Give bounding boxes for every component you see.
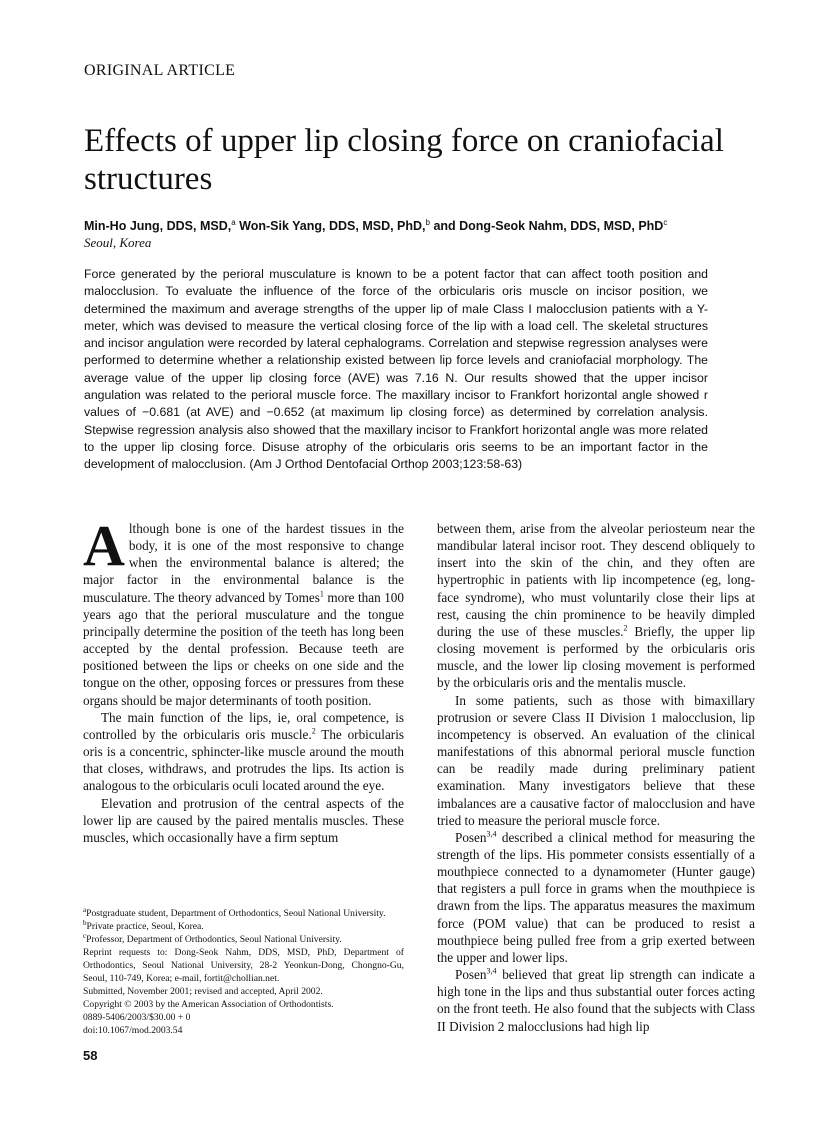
text-run: described a clinical method for measuring the strength of the lips. His pommeter consists essentially of a mouthpiece connected to a dynamometer (Hunter gauge) that registers a pull force in grams when the mouthpiece is drawn from the lips. The apparatus measures the maximum force (POM value) that can be produced to resist a mouthpiece being pulled free from a grip exerted between the upper and lower lips. [437, 829, 755, 965]
text-run: between them, arise from the alveolar periosteum near the mandibular lateral incisor root. They descend obliquely to insert into the skin of the chin, and they often are hypertrophic in patients with lip incompetence (eg, long-face syndrome), who must voluntarily close their lips at rest, causing the chin prominence to be heavily dimpled during the use of these muscles. [437, 521, 755, 639]
reference-mark: 1 [319, 589, 324, 599]
text-run: Posen [455, 829, 487, 845]
footnote [83, 920, 404, 933]
author-location: Seoul, Korea [84, 235, 152, 250]
footnote-text: Professor, Department of Orthodontics, Seoul National University. [86, 934, 342, 945]
text-run: believed that great lip strength can indicate a high tone in the lips and thus substantial outer forces acting on the front teeth. He also found that the subjects with Class II Division 2 malocclusions had high lip [437, 967, 755, 1034]
section-label: ORIGINAL ARTICLE [84, 62, 236, 79]
body-paragraph [437, 966, 755, 1035]
author-list [84, 218, 667, 233]
reference-mark: 3,4 [486, 829, 497, 839]
text-run: Posen [455, 967, 487, 983]
text-run: Briefly, the upper lip closing movement is performed by the orbicularis oris muscle, and the lower lip closing movement is performed by the orbicularis oris and the mentalis muscle. [437, 623, 755, 691]
text-run: lthough bone is one of the hardest tissues in the body, it is one of the most responsive to change when the environmental balance is altered; the major factor in the environmental balance is the musculature. The theory advanced by Tomes [83, 521, 404, 605]
footnote [83, 907, 404, 920]
body-column-right [437, 520, 755, 1035]
body-paragraph: In some patients, such as those with bimaxillary protrusion or severe Class II Division 1 malocclusion, lip incompetency is observed. An evaluation of the clinical manifestations of this abnormal perioral muscle function can be readily made during preliminary patient examination. Many investigators believe that these imbalances are a causative factor of malocclusion and have tried to measure the perioral muscle force. [437, 692, 755, 828]
author-name: and Dong-Seok Nahm, DDS, MSD, PhD [429, 219, 664, 234]
reference-mark: 2 [311, 726, 316, 736]
reprint-info: Reprint requests to: Dong-Seok Nahm, DDS, MSD, PhD, Department of Orthodontics, Seoul National University, 28-2 Yeonkun-Dong, Chongno-Gu, Seoul, 110-749, Korea; e-mail, fortit@chollian.net. [83, 947, 404, 984]
body-paragraph [83, 709, 404, 795]
doi: doi:10.1067/mod.2003.54 [83, 1025, 183, 1036]
reference-mark: 3,4 [486, 966, 497, 976]
body-paragraph [83, 513, 404, 709]
copyright: Copyright © 2003 by the American Association of Orthodontists. [83, 999, 334, 1010]
body-paragraph [437, 829, 755, 966]
footnote-mark: a [83, 905, 87, 914]
text-run: more than 100 years ago that the perioral musculature and the tongue principally determine the position of the teeth has long been accepted by the dental profession. Because teeth are positioned between the lips or cheeks on one side and the tongue on the other, opposing forces or pressures from these organs should be major determinants of tooth position. [83, 589, 404, 708]
text-run: The orbicularis oris is a concentric, sphincter-like muscle around the mouth that closes, withdraws, and protrudes the lips. Its action is analogous to the orbicularis oculi located around the eye. [83, 726, 404, 794]
reference-mark: 2 [623, 623, 628, 633]
body-column-left [83, 513, 404, 846]
author-name: Min-Ho Jung, DDS, MSD, [84, 219, 232, 234]
text-run: The main function of the lips, ie, oral competence, is controlled by the orbicularis oris muscle. [83, 709, 404, 742]
footnote-mark: b [83, 918, 87, 927]
body-paragraph: Elevation and protrusion of the central aspects of the lower lip are caused by the paired mentalis muscles. These muscles, which occasionally have a firm septum [83, 795, 404, 845]
affiliation-mark: c [663, 218, 668, 227]
affiliation-mark: b [425, 218, 430, 227]
affiliation-mark: a [231, 218, 236, 227]
article-title: Effects of upper lip closing force on craniofacial structures [84, 123, 724, 197]
footnotes [83, 907, 404, 1037]
body-paragraph [437, 520, 755, 692]
footnote-text: Private practice, Seoul, Korea. [86, 921, 204, 932]
page-number: 58 [83, 1048, 98, 1063]
submission-dates: Submitted, November 2001; revised and accepted, April 2002. [83, 986, 323, 997]
issn-price: 0889-5406/2003/$30.00 + 0 [83, 1012, 191, 1023]
abstract: Force generated by the perioral musculature is known to be a potent factor that can affect tooth position and malocclusion. To evaluate the influence of the force of the orbicularis oris muscle on incisor position, we determined the maximum and average strengths of the upper lip of male Class I malocclusion patients with a Y-meter, which was devised to measure the vertical closing force of the lip with a load cell. The skeletal structures and incisor angulation were recorded by lateral cephalograms. Correlation and stepwise regression analyses were performed to determine whether a relationship existed between lip force levels and craniofacial morphology. The average value of the upper lip closing force (AVE) was 7.16 N. Our results showed that the upper incisor angulation was related to the perioral muscle force. The maxillary incisor to Frankfort horizontal angle showed r values of −0.681 (at AVE) and −0.652 (at maximum lip closing force) as determined by correlation analysis. Stepwise regression analysis also showed that the maxillary incisor to Frankfort horizontal angle was more related to the upper lip closing force. Disuse atrophy of the orbicularis oris seems to be an important factor in the development of malocclusion. (Am J Orthod Dentofacial Orthop 2003;123:58-63) [84, 267, 708, 472]
drop-cap: A [83, 513, 125, 578]
footnote-text: Postgraduate student, Department of Orthodontics, Seoul National University. [86, 908, 386, 919]
footnote-mark: c [83, 931, 87, 940]
author-name: Won-Sik Yang, DDS, MSD, PhD, [235, 219, 426, 234]
footnote [83, 933, 404, 946]
